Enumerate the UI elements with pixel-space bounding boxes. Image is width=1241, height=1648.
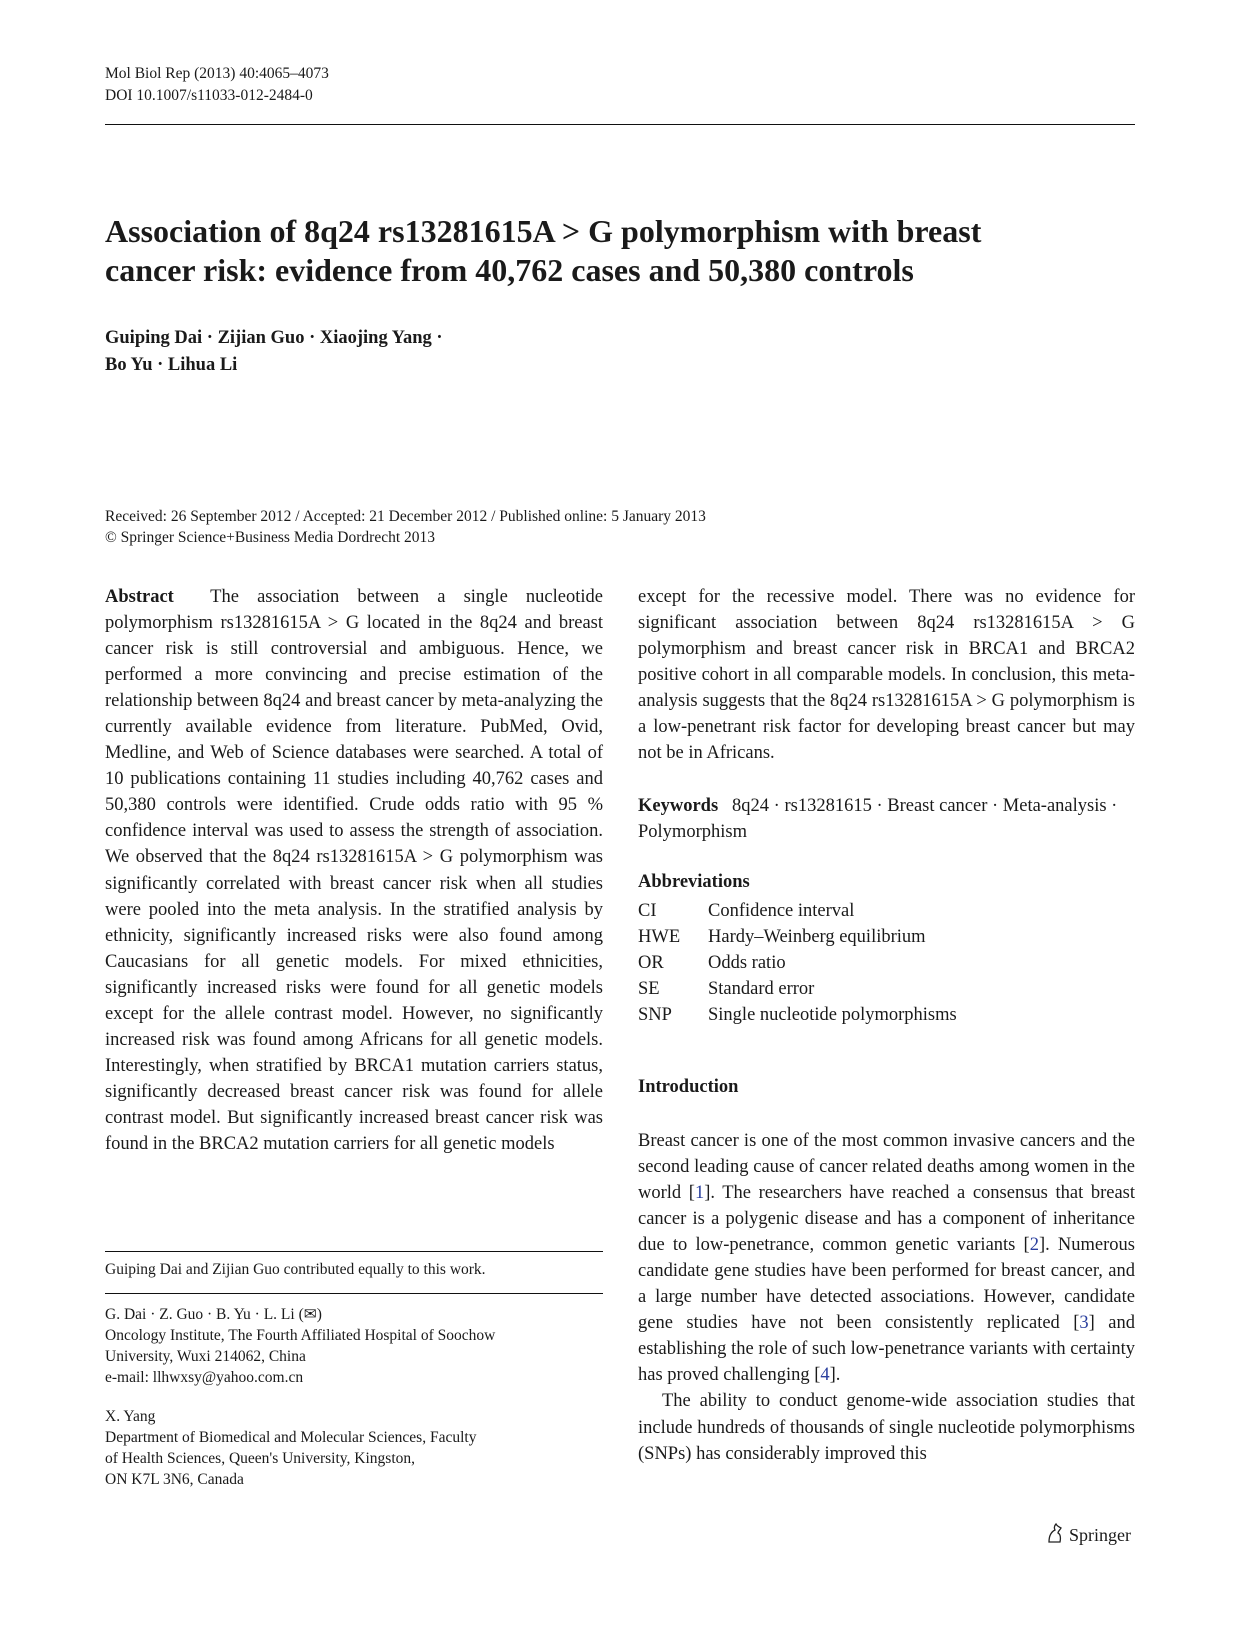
intro-text: ]. Numerous candidate gene studies have been performed for breast cancer, and a large number have detected associations. However, candidate gene studies have not been consistently replicated [ <box>638 1235 1136 1334</box>
abstract-continuation <box>638 584 1135 766</box>
affiliation-line: ON K7L 3N6, Canada <box>105 1471 244 1488</box>
intro-text: ]. <box>829 1365 841 1386</box>
citation-link[interactable]: 1 <box>694 1183 705 1204</box>
abstract-left-column <box>105 584 603 1157</box>
authors-line-2: Bo Yu · Lihua Li <box>105 355 238 375</box>
affiliation-1 <box>105 1304 495 1388</box>
header-rule <box>105 124 1135 125</box>
springer-horse-icon <box>1045 1522 1065 1549</box>
abbreviation-term: SNP <box>638 1005 672 1025</box>
abbreviations-heading: Abbreviations <box>638 872 750 892</box>
keywords-label: Keywords <box>638 796 719 816</box>
article-title <box>105 212 1135 290</box>
affiliation-2 <box>105 1406 476 1490</box>
footnote-rule <box>105 1251 603 1252</box>
citation-link[interactable]: 2 <box>1029 1235 1039 1256</box>
keywords <box>638 793 1135 845</box>
email[interactable]: e-mail: llhwxsy@yahoo.com.cn <box>105 1369 304 1386</box>
intro-text: Breast cancer is one of the most common invasive cancers and the second leading cause of cancer related deaths among women in the world [ <box>638 1131 1135 1204</box>
abstract-text: The association between a single nucleotide polymorphism rs13281615A > G located in the 8q24 and breast cancer risk is still controversial and ambiguous. Hence, we performed a more convincing and precise estimation of the relationship between 8q24 and breast cancer by meta-analyzing the currently available evidence from literature. PubMed, Ovid, Medline, and Web of Science databases were searched. A total of 10 publications containing 11 studies including 40,762 cases and 50,380 controls were identified. Crude odds ratio with 95 % confidence interval was used to assess the strength of association. We observed that the 8q24 rs13281615A > G polymorphism was significantly correlated with breast cancer risk when all studies were pooled into the meta analysis. In the stratified analysis by ethnicity, significantly increased risks were also found among Caucasians for all genetic models. For mixed ethnicities, significantly increased risks were found for all genetic models except for the allele contrast model. However, no significantly increased risk was found among Africans for all genetic models. Interestingly, when stratified by BRCA1 mutation carriers status, significantly decreased breast cancer risk was found for allele contrast model. But significantly increased breast cancer risk was found in the BRCA2 mutation carriers for all genetic models <box>105 587 603 1154</box>
equal-contribution-note: Guiping Dai and Zijian Guo contributed equally to this work. <box>105 1261 486 1278</box>
abbreviation-row <box>638 976 814 1002</box>
keywords-text: 8q24 · rs13281615 · Breast cancer · Meta-analysis · Polymorphism <box>638 796 1118 842</box>
abbreviation-definition: Confidence interval <box>708 901 855 921</box>
copyright: © Springer Science+Business Media Dordrecht 2013 <box>105 529 436 546</box>
title-line-2: cancer risk: evidence from 40,762 cases and 50,380 controls <box>105 252 914 288</box>
introduction-body <box>638 1128 1135 1467</box>
abbreviation-term: CI <box>638 901 657 921</box>
authors-line-1: Guiping Dai · Zijian Guo · Xiaojing Yang · <box>105 328 443 348</box>
abbreviation-row <box>638 924 926 950</box>
affiliation-names: X. Yang <box>105 1408 156 1425</box>
abbreviation-definition: Odds ratio <box>708 953 786 973</box>
citation-link[interactable]: 4 <box>820 1365 830 1386</box>
affiliation-line: Oncology Institute, The Fourth Affiliated Hospital of Soochow <box>105 1327 496 1344</box>
abbreviation-row <box>638 1002 957 1028</box>
footnote-rule <box>105 1293 603 1294</box>
abbreviation-definition: Single nucleotide polymorphisms <box>708 1005 957 1025</box>
citation-link[interactable]: 3 <box>1079 1313 1089 1334</box>
affiliation-names: G. Dai · Z. Guo · B. Yu · L. Li (✉) <box>105 1306 322 1323</box>
abbreviation-definition: Standard error <box>708 979 815 999</box>
abbreviation-term: SE <box>638 979 660 999</box>
publication-dates <box>105 506 706 548</box>
intro-text: ] and establishing the role of such low-penetrance variants with certainty has proved challenging [ <box>638 1313 1135 1386</box>
abbreviation-definition: Hardy–Weinberg equilibrium <box>708 927 926 947</box>
affiliation-line: of Health Sciences, Queen's University, Kingston, <box>105 1450 415 1467</box>
abbreviation-term: OR <box>638 953 664 973</box>
introduction-paragraph-1 <box>638 1128 1135 1388</box>
abbreviation-row <box>638 898 854 924</box>
doi: DOI 10.1007/s11033-012-2484-0 <box>105 87 313 104</box>
abstract-label: Abstract <box>105 587 174 607</box>
introduction-paragraph-2: The ability to conduct genome-wide association studies that include hundreds of thousands of single nucleotide polymorphisms (SNPs) has considerably improved this <box>638 1391 1135 1464</box>
abstract-continuation-text: except for the recessive model. There was no evidence for significant association between 8q24 rs13281615A > G polymorphism and breast cancer risk in BRCA1 and BRCA2 positive cohort in all comparable models. In conclusion, this meta-analysis suggests that the 8q24 rs13281615A > G polymorphism is a low-penetrant risk factor for developing breast cancer but may not be in Africans. <box>638 587 1135 764</box>
title-line-1: Association of 8q24 rs13281615A > G polymorphism with breast <box>105 213 982 249</box>
author-list <box>105 325 443 379</box>
journal-header <box>105 63 329 107</box>
introduction-heading: Introduction <box>638 1077 739 1097</box>
abbreviation-row <box>638 950 786 976</box>
intro-text: ]. The researchers have reached a consensus that breast cancer is a polygenic disease and has a component of inheritance due to low-penetrance, common genetic variants [ <box>638 1183 1135 1256</box>
publisher-logo <box>1045 1522 1131 1549</box>
publisher-name: Springer <box>1069 1525 1131 1545</box>
abbreviation-term: HWE <box>638 927 681 947</box>
affiliation-line: Department of Biomedical and Molecular Sciences, Faculty <box>105 1429 477 1446</box>
date-history: Received: 26 September 2012 / Accepted: 21 December 2012 / Published online: 5 January 2013 <box>105 508 706 525</box>
affiliation-line: University, Wuxi 214062, China <box>105 1348 306 1365</box>
journal-citation: Mol Biol Rep (2013) 40:4065–4073 <box>105 65 329 82</box>
